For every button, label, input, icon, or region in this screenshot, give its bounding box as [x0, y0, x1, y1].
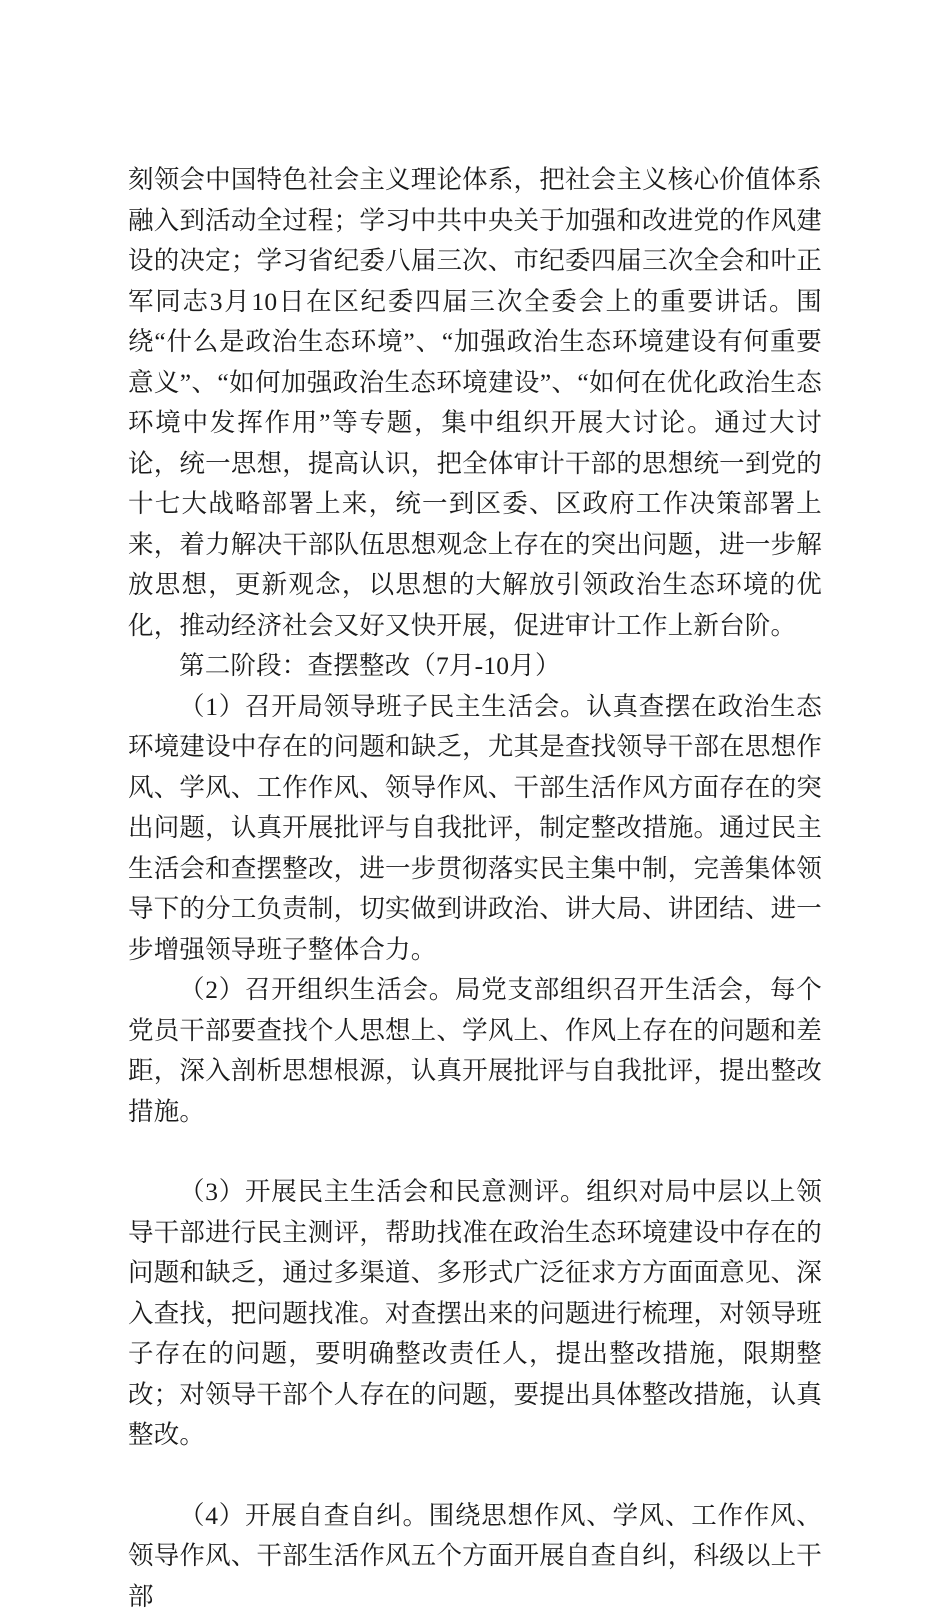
paragraph-item-2: （2）召开组织生活会。局党支部组织召开生活会，每个党员干部要查找个人思想上、学风上、作风上存在的问题和差距，深入剖析思想根源，认真开展批评与自我批评，提出整改措施。 — [128, 970, 822, 1132]
paragraph-phase-two-heading: 第二阶段：查摆整改（7月-10月） — [128, 646, 822, 687]
paragraph-item-4: （4）开展自查自纠。围绕思想作风、学风、工作作风、领导作风、干部生活作风五个方面开展自查自纠，科级以上干部 — [128, 1496, 822, 1617]
paragraph-item-1: （1）召开局领导班子民主生活会。认真查摆在政治生态环境建设中存在的问题和缺乏，尤其是查找领导干部在思想作风、学风、工作作风、领导作风、干部生活作风方面存在的突出问题，认真开展批评与自我批评，制定整改措施。通过民主生活会和查摆整改，进一步贯彻落实民主集中制，完善集体领导下的分工负责制，切实做到讲政治、讲大局、讲团结、进一步增强领导班子整体合力。 — [128, 687, 822, 971]
paragraph-continuation: 刻领会中国特色社会主义理论体系，把社会主义核心价值体系融入到活动全过程；学习中共中央关于加强和改进党的作风建设的决定；学习省纪委八届三次、市纪委四届三次全会和叶正军同志3月10日在区纪委四届三次全委会上的重要讲话。围绕“什么是政治生态环境”、“加强政治生态环境建设有何重要意义”、“如何加强政治生态环境建设”、“如何在优化政治生态环境中发挥作用”等专题，集中组织开展大讨论。通过大讨论，统一思想，提高认识，把全体审计干部的思想统一到党的十七大战略部署上来，统一到区委、区政府工作决策部署上来，着力解决干部队伍思想观念上存在的突出问题，进一步解放思想，更新观念，以思想的大解放引领政治生态环境的优化，推动经济社会又好又快开展，促进审计工作上新台阶。 — [128, 160, 822, 646]
document-body — [128, 160, 822, 1617]
paragraph-item-3: （3）开展民主生活会和民意测评。组织对局中层以上领导干部进行民主测评，帮助找准在政治生态环境建设中存在的问题和缺乏，通过多渠道、多形式广泛征求方方面面意见、深入查找，把问题找准。对查摆出来的问题进行梳理，对领导班子存在的问题，要明确整改责任人，提出整改措施，限期整改；对领导干部个人存在的问题，要提出具体整改措施，认真整改。 — [128, 1172, 822, 1456]
